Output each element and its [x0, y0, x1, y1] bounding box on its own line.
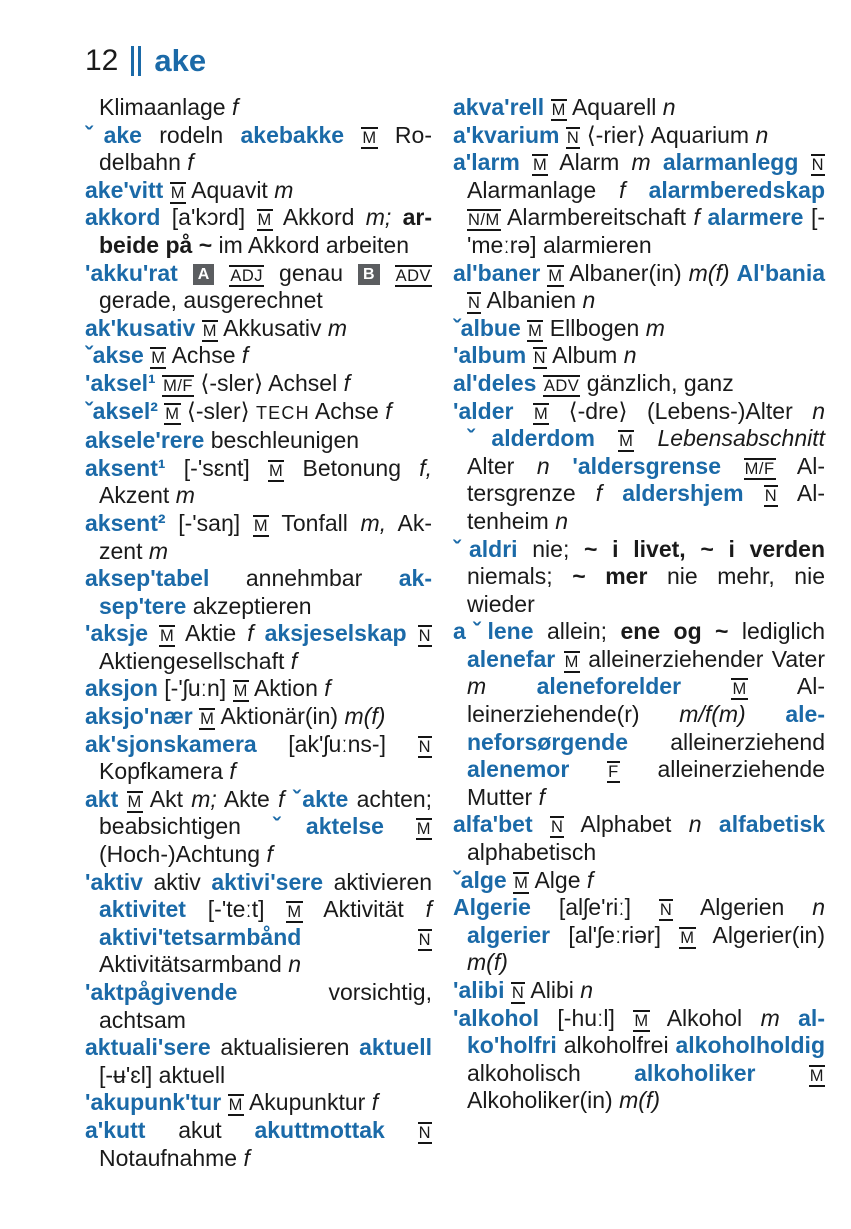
headword: aktivi'tetsarmbånd	[99, 923, 302, 950]
headword: ˇaktelse	[272, 813, 384, 840]
dictionary-entry	[453, 894, 825, 977]
italic-run: n	[812, 894, 826, 921]
headword: 'akku'rat	[85, 259, 178, 286]
italic-run: n	[688, 811, 702, 838]
text-run: beschleunigen	[210, 427, 360, 454]
text-run: ⟨-sler⟩	[186, 397, 250, 424]
dictionary-entry	[85, 675, 432, 703]
headword: aktivitet	[99, 896, 186, 923]
bold-phrase: ~ i livet, ~ i verden	[584, 535, 826, 562]
dictionary-entry	[453, 370, 825, 398]
guide-headword: ake	[154, 43, 207, 78]
text-run: Akzent	[99, 509, 433, 564]
dictionary-entry	[85, 703, 432, 731]
bold-phrase: arbeide på ~	[99, 204, 433, 258]
italic-run: n	[582, 287, 596, 314]
text-run: [-'meːrə] alarmieren	[467, 204, 826, 258]
headword: alko'holfri	[467, 1004, 825, 1059]
dictionary-entry	[85, 869, 432, 979]
text-run: genau	[279, 259, 344, 286]
text-run: [alʃe'riː]	[558, 894, 632, 921]
grammar-marker: M/F	[744, 459, 775, 478]
grammar-marker: N	[511, 984, 525, 1002]
italic-run: m;	[365, 204, 392, 231]
headword: alarmberedskap	[648, 176, 825, 203]
headword: ˇalderdom	[467, 425, 595, 452]
grammar-marker: N	[418, 737, 431, 756]
headword: aˇlene	[453, 618, 534, 645]
text-run: allein;	[546, 618, 608, 645]
dictionary-entry	[453, 260, 825, 315]
grammar-marker: N	[533, 349, 547, 368]
dictionary-entry	[85, 786, 432, 869]
italic-run: f	[243, 1144, 250, 1171]
headword: ake'vitt	[85, 176, 164, 203]
dictionary-entry	[85, 1117, 432, 1172]
text-run: [al'ʃeːriər]	[568, 921, 661, 948]
italic-run: f	[278, 785, 285, 812]
italic-run: m(f)	[688, 259, 730, 286]
grammar-marker: M	[202, 321, 217, 340]
grammar-marker: N	[764, 487, 778, 506]
text-run: Aktion	[253, 675, 318, 702]
dictionary-entry	[453, 315, 825, 343]
text-run: [a'kɔrd]	[171, 204, 246, 231]
headword: 'aksje	[85, 620, 149, 647]
field-label: TECH	[255, 402, 310, 423]
text-run: Alkoholiker(in)	[467, 1087, 613, 1114]
dictionary-entry	[85, 342, 432, 370]
dictionary-entry	[85, 204, 432, 259]
headword: aktivi'sere	[211, 868, 323, 895]
text-run: [-huːl]	[557, 1004, 615, 1031]
text-run: Achse	[171, 342, 236, 369]
headword: ˇalge	[453, 866, 507, 893]
text-run: Album	[552, 342, 618, 369]
headword: aleneforsørgende	[467, 701, 826, 755]
dictionary-entry	[453, 811, 825, 866]
text-run: Aktivitätsarmband	[99, 951, 282, 978]
text-run: Alarmanlage	[467, 176, 597, 203]
italic-run: f	[247, 620, 254, 647]
grammar-marker: N	[418, 627, 431, 646]
text-run: Klimaanlage	[99, 94, 226, 120]
dictionary-entry	[85, 315, 432, 343]
headword: akva'rell	[453, 94, 545, 120]
headword: akebakke	[240, 121, 345, 148]
dictionary-entry	[85, 260, 432, 315]
text-run: alphabetisch	[467, 839, 597, 866]
grammar-marker: M	[269, 461, 284, 480]
italic-run: m(f)	[619, 1087, 660, 1114]
text-run: Alleinerziehende(r)	[467, 673, 825, 728]
headword: ˇakte	[292, 785, 349, 812]
headword: Algerie	[453, 894, 531, 921]
text-run: Ellbogen	[549, 314, 640, 341]
text-run: [-'ʃuːn]	[164, 675, 227, 702]
italic-run: m,	[360, 509, 387, 536]
sense-letter-box: A	[193, 264, 215, 285]
headword: 'aldersgrense	[572, 452, 722, 479]
text-run: Akt	[149, 785, 183, 812]
italic-run: n	[812, 397, 826, 424]
dictionary-entry	[453, 398, 825, 536]
grammar-marker: M	[257, 211, 272, 230]
headword: 'album	[453, 342, 527, 369]
text-run: (Hoch-)Achtung	[99, 841, 261, 868]
italic-run: m	[175, 482, 195, 509]
italic-run: f	[586, 866, 594, 893]
headword: aksent¹	[85, 454, 166, 481]
headword: 'alibi	[453, 977, 505, 1003]
dictionary-entry	[85, 565, 432, 620]
text-run: ⟨-rier⟩ Aquarium	[586, 121, 750, 148]
headword: aksjo'nær	[85, 703, 193, 730]
headword: akt	[85, 785, 119, 812]
text-run: gänzlich, ganz	[586, 369, 734, 396]
text-run: Alarmbereitschaft	[507, 204, 686, 231]
text-run: ⟨-dre⟩ (Lebens-)Alter	[568, 397, 793, 424]
text-run: Aktiengesellschaft	[99, 647, 285, 674]
text-run: Rodelbahn	[99, 121, 432, 176]
grammar-marker: M	[416, 820, 432, 839]
text-run: Alphabet	[580, 811, 672, 838]
dictionary-entry	[453, 94, 825, 122]
grammar-marker: ADV	[395, 266, 432, 285]
headword: akkord	[85, 204, 161, 231]
text-run: [-'sɛnt]	[183, 454, 250, 481]
headword: alkoholiker	[634, 1059, 756, 1086]
headword: ak'kusativ	[85, 314, 196, 341]
dictionary-entry	[453, 122, 825, 150]
dictionary-entry	[453, 149, 825, 259]
text-run: alleinerziehender Vater	[588, 645, 825, 672]
headword: 'aksel¹	[85, 369, 156, 396]
text-run: Akzent	[99, 482, 170, 509]
headword: Al'bania	[736, 259, 826, 286]
grammar-marker: M	[533, 404, 549, 423]
grammar-marker: ADJ	[230, 266, 264, 285]
grammar-marker: N	[418, 1123, 432, 1142]
grammar-marker: M	[680, 928, 695, 947]
dictionary-entry	[85, 94, 432, 122]
text-run: aktiv	[153, 868, 201, 895]
grammar-marker: M	[533, 156, 548, 175]
headword: a'kvarium	[453, 121, 560, 148]
dictionary-entry	[453, 342, 825, 370]
headword: aktuell	[359, 1034, 432, 1061]
text-run: alkoholisch	[467, 1059, 581, 1086]
text-run: Alkohol	[666, 1004, 743, 1031]
grammar-marker: M	[528, 321, 543, 340]
text-run: nie mehr, nie wieder	[467, 563, 825, 617]
grammar-marker: M	[151, 349, 166, 368]
column-right	[453, 94, 825, 1172]
text-run: Alarm	[559, 149, 620, 176]
headword: aksjeselskap	[264, 620, 407, 647]
text-run: Akkord	[282, 204, 355, 231]
headword: alarmere	[707, 204, 804, 231]
grammar-marker: N	[468, 294, 481, 313]
dictionary-entry	[85, 1034, 432, 1089]
text-run: Aquavit	[191, 176, 268, 203]
italic-run: m	[467, 673, 487, 700]
grammar-marker: M	[170, 183, 185, 202]
text-run: Aquarell	[571, 94, 657, 120]
italic-run: m	[760, 1004, 780, 1031]
dictionary-entry	[453, 977, 825, 1005]
grammar-marker: M	[287, 903, 302, 922]
headword: aleneforelder	[536, 673, 682, 700]
dictionary-entry	[85, 427, 432, 455]
headword: alkoholholdig	[675, 1032, 825, 1059]
text-run: Akkusativ	[223, 314, 322, 341]
headword: alfa'bet	[453, 811, 533, 838]
grammar-marker: M	[732, 680, 747, 699]
text-run: Betonung	[302, 454, 401, 481]
grammar-marker: N	[659, 901, 673, 920]
grammar-marker: M	[362, 128, 377, 147]
headword: al'baner	[453, 259, 541, 286]
headword: ˇaksel²	[85, 397, 158, 424]
headword: aktuali'sere	[85, 1034, 211, 1061]
bold-phrase: ~ mer	[572, 563, 648, 590]
text-run: Aktionär(in)	[220, 703, 339, 730]
text-run: Alge	[534, 866, 581, 893]
italic-run: f	[425, 896, 433, 923]
text-run: Altenheim	[467, 480, 826, 534]
bold-phrase: ene og ~	[620, 618, 729, 645]
headword: ˇalbue	[453, 314, 521, 341]
italic-run: n	[580, 977, 594, 1003]
italic-run: n	[536, 452, 550, 479]
grammar-marker: N	[551, 818, 564, 837]
headword: ak'sjonskamera	[85, 730, 257, 757]
grammar-marker: M	[200, 710, 215, 729]
italic-run: m	[631, 149, 651, 176]
headword: aksep'tabel	[85, 565, 210, 592]
italic-run: n	[755, 121, 769, 148]
grammar-marker: N	[566, 128, 580, 147]
dictionary-entry	[453, 618, 825, 811]
headword: ˇake	[85, 121, 142, 148]
text-run: Akupunktur	[248, 1089, 366, 1116]
text-run: Akte	[223, 785, 270, 812]
italic-run: m	[274, 176, 294, 203]
column-left	[85, 94, 432, 1172]
italic-run: m;	[191, 785, 217, 812]
italic-run: f	[231, 94, 239, 120]
italic-run: f	[619, 176, 626, 203]
grammar-marker: M	[165, 404, 180, 423]
headword: 'alkohol	[453, 1004, 539, 1031]
headword: alenemor	[467, 756, 570, 783]
grammar-marker: M	[634, 1011, 649, 1030]
grammar-marker: N	[811, 156, 824, 175]
headword: aldershjem	[622, 480, 744, 507]
text-run: ⟨-sler⟩ Achsel	[200, 369, 338, 396]
grammar-marker: M	[228, 1096, 243, 1115]
italic-run: f	[324, 675, 331, 702]
text-run: [ak'ʃuːns-]	[288, 730, 386, 757]
headword: algerier	[467, 921, 551, 948]
italic-run: f	[371, 1089, 379, 1116]
text-run: Altersgrenze	[467, 452, 826, 507]
text-run: [-'teːt]	[207, 896, 265, 923]
text-run: annehmbar	[245, 565, 363, 592]
italic-run: f	[229, 758, 236, 785]
headword: a'larm	[453, 149, 520, 176]
page-header	[85, 44, 823, 78]
headword: aksep'tere	[99, 565, 432, 619]
text-run: akut	[178, 1116, 222, 1143]
double-bar-divider-icon	[131, 46, 141, 76]
dictionary-entry	[453, 536, 825, 619]
grammar-marker: F	[608, 763, 619, 782]
italic-run: m	[327, 314, 348, 341]
text-run: Aktivität	[323, 896, 404, 923]
italic-run: m	[148, 537, 169, 564]
headword: ˇaldri	[453, 535, 518, 562]
text-run: akzeptieren	[192, 592, 312, 619]
italic-run: Lebensabschnitt	[657, 425, 826, 452]
grammar-marker: M/F	[163, 376, 193, 395]
text-run: alleinerziehende Mutter	[467, 756, 825, 810]
italic-run: n	[662, 94, 676, 120]
page-number: 12	[85, 44, 119, 77]
grammar-marker: M	[127, 792, 142, 811]
text-run: Algerier(in)	[712, 921, 826, 948]
italic-run: f	[241, 342, 249, 369]
headword: 'alder	[453, 397, 514, 424]
text-run: [-'saŋ]	[178, 509, 241, 536]
dictionary-entry	[85, 122, 432, 177]
italic-run: f	[266, 841, 273, 868]
headword: 'akupunk'tur	[85, 1089, 222, 1116]
dictionary-entry	[85, 979, 432, 1034]
italic-run: m(f)	[467, 949, 508, 976]
grammar-marker: ADV	[543, 376, 580, 395]
text-run: Albanien	[486, 287, 577, 314]
dictionary-entry	[85, 455, 432, 510]
headword: aksele'rere	[85, 427, 205, 454]
text-run: Alter	[467, 452, 515, 479]
text-run: lediglich	[741, 618, 826, 645]
headword: akuttmottak	[254, 1116, 385, 1143]
dictionary-entry	[453, 867, 825, 895]
text-run: vorsichtig, achtsam	[99, 979, 432, 1033]
text-run: Kopfkamera	[99, 758, 224, 785]
dictionary-entry	[85, 1089, 432, 1117]
italic-run: f	[187, 149, 194, 176]
italic-run: f	[693, 204, 700, 231]
dictionary-entry	[85, 731, 432, 786]
text-run: Aktie	[185, 620, 237, 647]
italic-run: n	[288, 951, 301, 978]
text-run: [-ʉ'ɛl] aktuell	[99, 1061, 226, 1088]
headword: 'aktiv	[85, 868, 143, 895]
dictionary-entry	[453, 1005, 825, 1115]
text-run: im Akkord arbeiten	[218, 231, 409, 258]
text-run: Tonfall	[281, 509, 348, 536]
headword: a'kutt	[85, 1116, 146, 1143]
sense-letter-box: B	[358, 264, 380, 285]
italic-run: n	[623, 342, 637, 369]
grammar-marker: M	[233, 682, 248, 701]
grammar-marker: M	[548, 266, 563, 285]
text-run: Notaufnahme	[99, 1144, 238, 1171]
text-run: Achse	[314, 397, 379, 424]
italic-run: f	[595, 480, 603, 507]
headword: aksjon	[85, 675, 158, 702]
dictionary-entry	[85, 620, 432, 675]
italic-run: m	[645, 314, 665, 341]
grammar-marker: M	[619, 432, 634, 451]
text-run: rodeln	[159, 121, 224, 148]
dictionary-entry	[85, 398, 432, 428]
text-run: nie;	[532, 535, 570, 562]
headword: al'deles	[453, 369, 537, 396]
italic-run: f,	[419, 454, 432, 481]
grammar-marker: N	[418, 930, 431, 949]
italic-run: f	[290, 647, 298, 674]
grammar-marker: M	[551, 101, 566, 119]
grammar-marker: M	[253, 516, 269, 535]
text-run: aktualisieren	[220, 1034, 350, 1061]
grammar-marker: M	[809, 1066, 825, 1085]
text-run: niemals;	[467, 563, 553, 590]
headword: alenefar	[467, 645, 556, 672]
italic-run: f	[385, 397, 392, 424]
grammar-marker: N/M	[468, 211, 500, 230]
dictionary-entry	[85, 510, 432, 565]
grammar-marker: M	[564, 652, 579, 671]
grammar-marker: M	[514, 873, 529, 892]
text-run: Albaner(in)	[569, 259, 682, 286]
text-run: alkoholfrei	[563, 1032, 669, 1059]
italic-run: f	[343, 369, 350, 396]
grammar-marker: M	[160, 627, 175, 646]
italic-run: m/f(m)	[679, 701, 746, 728]
text-run: Algerien	[699, 894, 785, 921]
headword: ˇakse	[85, 342, 144, 369]
text-run: Alibi	[530, 977, 574, 1003]
text-run: aktivieren	[333, 868, 433, 895]
text-run: achten; beabsichtigen	[99, 785, 433, 840]
italic-run: n	[555, 507, 569, 534]
headword: 'aktpågivende	[85, 979, 238, 1005]
italic-run: f	[538, 783, 545, 810]
two-column-text	[85, 94, 826, 1172]
headword: aksent²	[85, 509, 166, 536]
text-run: alleinerziehend	[670, 728, 825, 755]
text-run: gerade, ausgerechnet	[99, 287, 323, 314]
dictionary-entry	[85, 370, 432, 398]
headword: alfabetisk	[718, 811, 826, 838]
headword: alarmanlegg	[662, 149, 799, 176]
dictionary-entry	[85, 177, 432, 205]
italic-run: m(f)	[344, 703, 386, 730]
